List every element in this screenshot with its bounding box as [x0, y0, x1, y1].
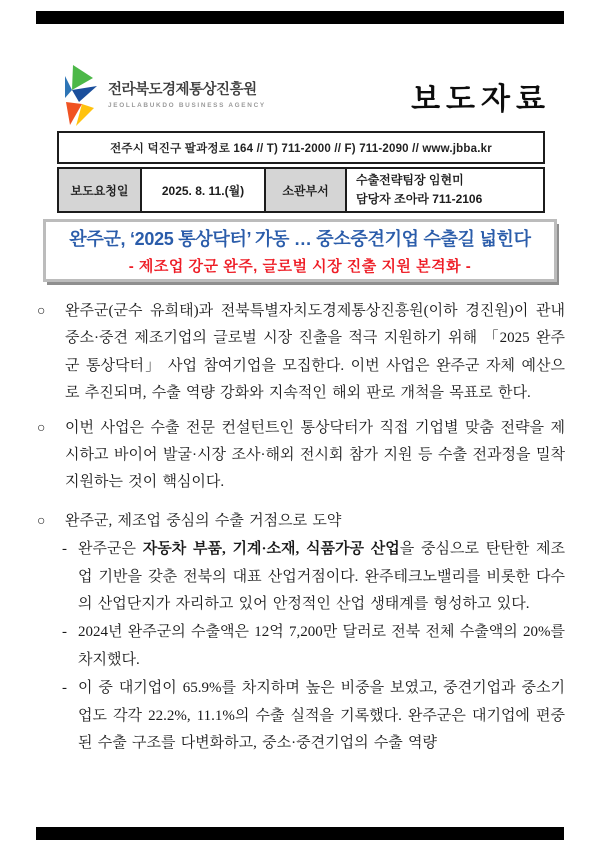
agency-address-bar: 전주시 덕진구 팔과정로 164 // T) 711-2000 // F) 711-2090 // www.jbba.kr: [57, 131, 545, 164]
circle-bullet-icon: ○: [37, 420, 46, 436]
paragraph-2: [36, 415, 565, 497]
request-date-label: 보도요청일: [59, 169, 142, 211]
dash-bullet-icon: -: [62, 624, 67, 641]
paragraph-1-text: 완주군(군수 유희태)과 전북특별자치도경제통상진흥원(이하 경진원)이 관내 중소·중견 제조기업의 글로벌 시장 진출을 적극 지원하기 위해 「2025 완주군 통상닥터」 사업 참여기업을 모집한다. 이번 사업은 완주군 자체 예산으로 추진되며, 수출 역량 강화와 지속적인 해외 판로 개척을 목표로 한다.: [65, 303, 565, 402]
headline-box: [43, 219, 557, 282]
press-info-table: [57, 167, 545, 213]
request-date-value: 2025. 8. 11.(월): [142, 169, 266, 211]
headline-subtitle: - 제조업 강군 완주, 글로벌 시장 진출 지원 본격화 -: [128, 258, 472, 275]
dash-bullet-icon: -: [62, 541, 67, 558]
subitem-1: [62, 536, 565, 618]
subitem-2: [62, 619, 565, 674]
subitem-3-text: 이 중 대기업이 65.9%를 차지하며 높은 비중을 보였고, 중견기업과 중소기업도 각각 22.2%, 11.1%의 수출 실적을 기록했다. 완주군은 대기업에 편중된 수출 구조를 다변화하고, 중소·중견기업의 수출 역량: [78, 680, 565, 752]
header: [57, 64, 551, 128]
agency-logo-icon: [57, 65, 101, 127]
contact-manager: 수출전략팀장 임현미: [356, 172, 464, 187]
contact-person: 담당자 조아라 711-2106: [356, 192, 483, 206]
agency-name-ko: 전라북도경제통상진흥원: [108, 82, 257, 98]
subitem-1-bold: 자동차 부품, 기계·소재, 식품가공 산업: [142, 541, 400, 558]
subitem-2-text: 2024년 완주군의 수출액은 12억 7,200만 달러로 전북 전체 수출액의 20%를 차지했다.: [78, 624, 565, 668]
contact-cell: [347, 169, 543, 211]
subitem-3: [62, 675, 565, 757]
body-text: [36, 298, 565, 759]
paragraph-1: [36, 298, 565, 408]
dash-bullet-icon: -: [62, 680, 67, 697]
department-label: 소관부서: [266, 169, 347, 211]
paragraph-2-text: 이번 사업은 수출 전문 컨설턴트인 통상닥터가 직접 기업별 맞춤 전략을 제시하고 바이어 발굴·시장 조사·해외 전시회 참가 지원 등 수출 전과정을 밀착 지원하는 것이 핵심이다.: [65, 419, 565, 491]
headline-title: 완주군, ‘2025 통상닥터’ 가동 … 중소중견기업 수출길 넓힌다: [69, 229, 531, 249]
agency-logo: [57, 65, 266, 127]
bottom-rule: [36, 827, 564, 840]
document-type-title: 보도자료: [411, 83, 551, 116]
top-rule: [36, 11, 564, 24]
subitem-1-post: 을 중심으로 탄탄한 제조업 기반을 갖춘 전북의 대표 산업거점이다. 완주테크노밸리를 비롯한 다수의 산업단지가 자리하고 있어 안정적인 산업 생태계를 형성하고 있다.: [78, 541, 566, 613]
subitem-1-pre: 완주군은: [78, 541, 143, 558]
agency-name-en: JEOLLABUKDO BUSINESS AGENCY: [108, 101, 266, 109]
circle-bullet-icon: ○: [37, 513, 46, 529]
circle-bullet-icon: ○: [37, 304, 46, 319]
paragraph-3-text: 완주군, 제조업 중심의 수출 거점으로 도약: [65, 512, 342, 529]
paragraph-3-heading: [36, 508, 565, 535]
agency-logo-text: [108, 83, 266, 109]
